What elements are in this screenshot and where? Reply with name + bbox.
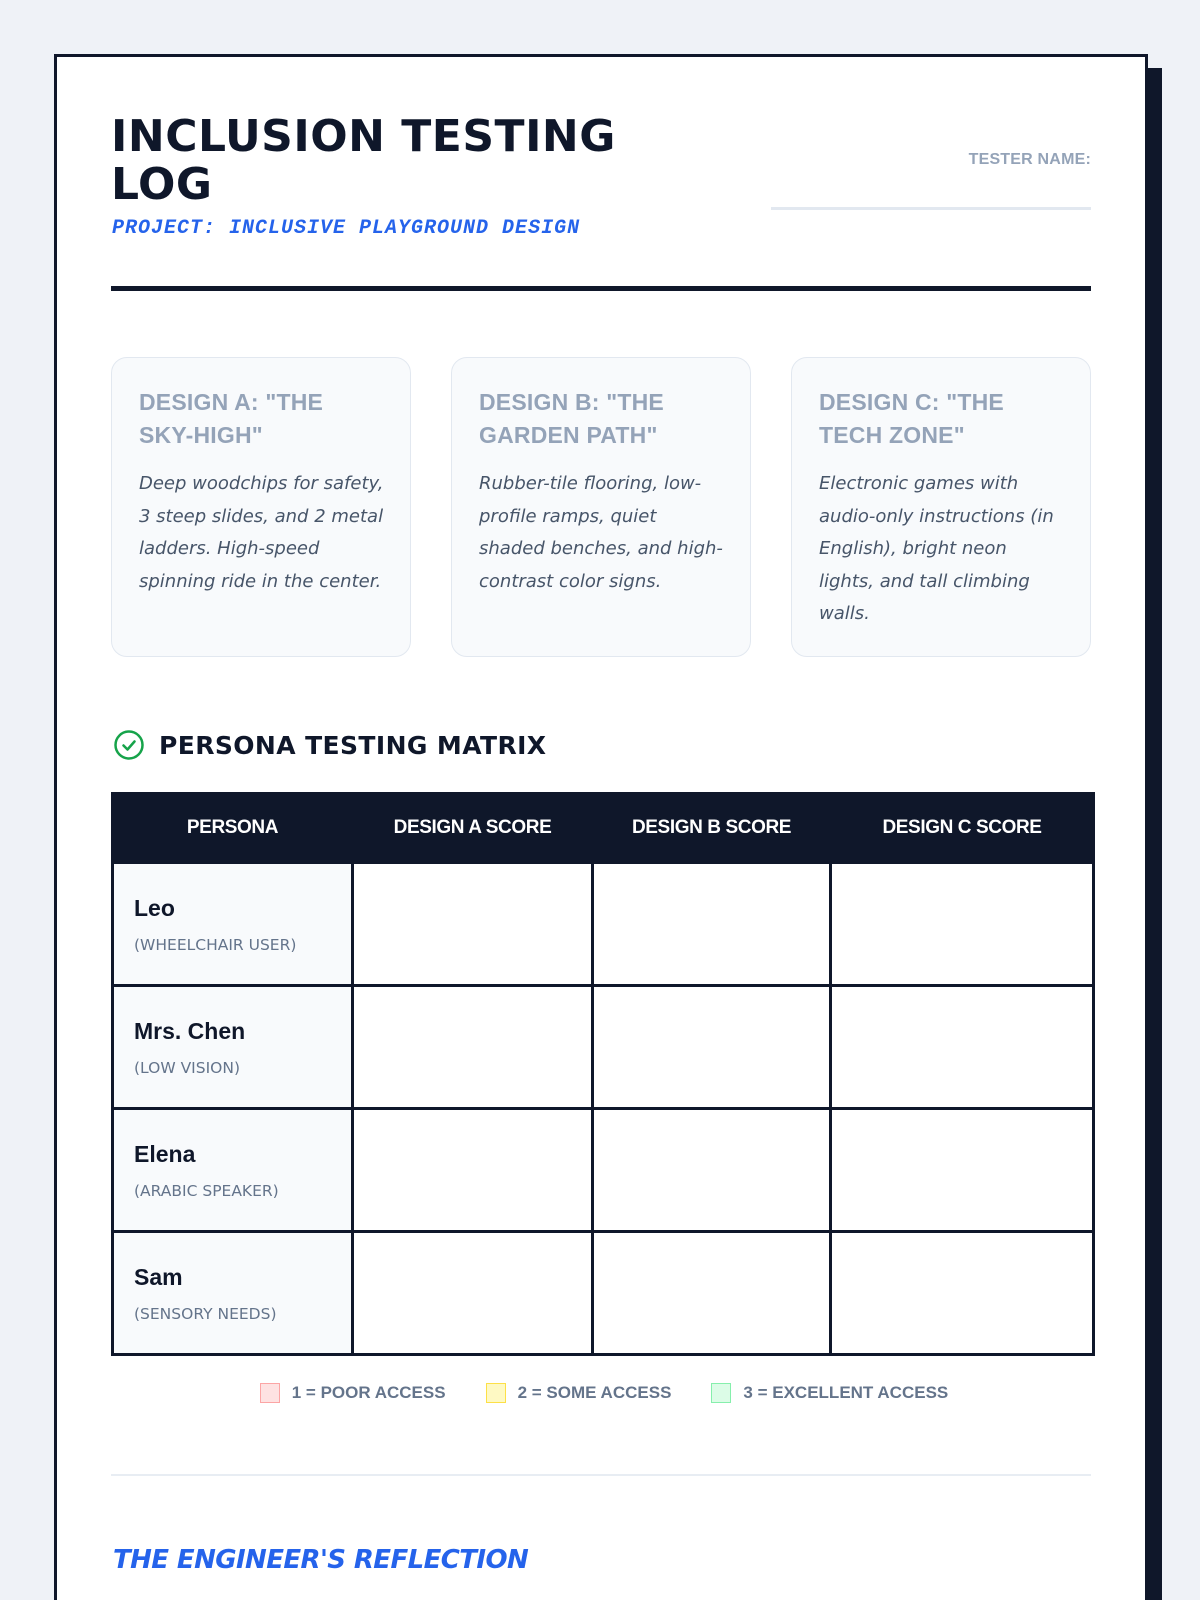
- project-subtitle: PROJECT: INCLUSIVE PLAYGROUND DESIGN: [112, 217, 581, 240]
- design-card-title: DESIGN A: "THE SKY-HIGH": [139, 389, 324, 448]
- matrix-heading: [113, 729, 547, 761]
- design-card-description: Electronic games with audio-only instructions (in English), bright neon lights, and tall climbing walls.: [819, 473, 1054, 624]
- score-cell-design-c[interactable]: [831, 863, 1094, 986]
- persona-name: Sam: [134, 1263, 183, 1290]
- legend-label: 2 = SOME ACCESS: [517, 1383, 672, 1402]
- persona-cell: [113, 986, 353, 1109]
- page-title: INCLUSION TESTING LOG: [111, 111, 616, 210]
- score-cell-design-b[interactable]: [593, 986, 831, 1109]
- column-header: DESIGN B SCORE: [593, 794, 831, 863]
- design-card-b: [451, 357, 751, 657]
- persona-matrix-table: [111, 792, 1095, 1356]
- persona-need: (WHEELCHAIR USER): [134, 935, 297, 954]
- design-card-title: DESIGN B: "THE GARDEN PATH": [479, 389, 664, 448]
- legend-item-some: [486, 1383, 672, 1403]
- score-cell-design-c[interactable]: [831, 1232, 1094, 1355]
- header-divider: [111, 286, 1091, 291]
- reflection-title: THE ENGINEER'S REFLECTION: [113, 1545, 529, 1575]
- legend-item-poor: [260, 1383, 446, 1403]
- score-legend: [57, 1383, 1148, 1403]
- design-card-description: Deep woodchips for safety, 3 steep slides, and 2 metal ladders. High-speed spinning ride in the center.: [139, 473, 384, 592]
- score-cell-design-c[interactable]: [831, 1109, 1094, 1232]
- section-divider: [111, 1474, 1091, 1476]
- table-row: [113, 986, 1094, 1109]
- score-cell-design-a[interactable]: [353, 1232, 593, 1355]
- persona-cell: [113, 1109, 353, 1232]
- design-card-a: [111, 357, 411, 657]
- design-card-title: DESIGN C: "THE TECH ZONE": [819, 389, 1004, 448]
- worksheet: [54, 54, 1148, 1600]
- persona-need: (LOW VISION): [134, 1058, 241, 1077]
- legend-swatch-excellent: [711, 1383, 731, 1403]
- design-cards: [111, 357, 1091, 657]
- column-header: PERSONA: [113, 794, 353, 863]
- table-row: [113, 1109, 1094, 1232]
- tester-name-field[interactable]: [771, 207, 1091, 210]
- persona-cell: [113, 863, 353, 986]
- legend-swatch-poor: [260, 1383, 280, 1403]
- table-row: [113, 1232, 1094, 1355]
- score-cell-design-a[interactable]: [353, 986, 593, 1109]
- score-cell-design-b[interactable]: [593, 863, 831, 986]
- score-cell-design-a[interactable]: [353, 863, 593, 986]
- design-card-description: Rubber-tile flooring, low-profile ramps, quiet shaded benches, and high-contrast color signs.: [479, 473, 723, 592]
- matrix-title: PERSONA TESTING MATRIX: [159, 730, 547, 760]
- persona-name: Leo: [134, 894, 175, 921]
- table-header-row: [113, 794, 1094, 863]
- tester-name-label: TESTER NAME:: [968, 151, 1091, 168]
- persona-name: Mrs. Chen: [134, 1017, 246, 1044]
- score-cell-design-b[interactable]: [593, 1109, 831, 1232]
- column-header: DESIGN A SCORE: [353, 794, 593, 863]
- legend-label: 1 = POOR ACCESS: [291, 1383, 446, 1402]
- persona-cell: [113, 1232, 353, 1355]
- score-cell-design-b[interactable]: [593, 1232, 831, 1355]
- persona-name: Elena: [134, 1140, 196, 1167]
- persona-need: (ARABIC SPEAKER): [134, 1181, 279, 1200]
- column-header: DESIGN C SCORE: [831, 794, 1094, 863]
- design-card-c: [791, 357, 1091, 657]
- score-cell-design-a[interactable]: [353, 1109, 593, 1232]
- legend-item-excellent: [711, 1383, 948, 1403]
- table-row: [113, 863, 1094, 986]
- legend-swatch-some: [486, 1383, 506, 1403]
- persona-need: (SENSORY NEEDS): [134, 1304, 277, 1323]
- check-circle-icon: [113, 729, 145, 761]
- score-cell-design-c[interactable]: [831, 986, 1094, 1109]
- legend-label: 3 = EXCELLENT ACCESS: [743, 1383, 949, 1402]
